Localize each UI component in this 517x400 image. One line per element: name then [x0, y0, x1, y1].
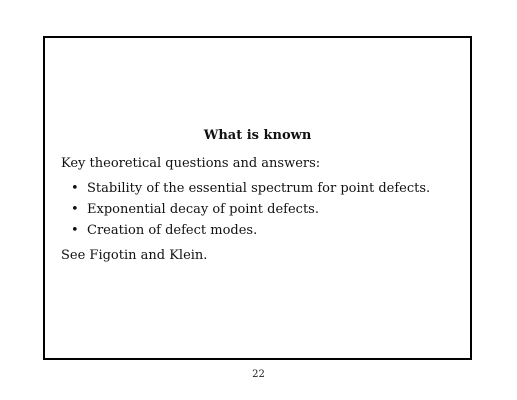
bullet-text: Exponential decay of point defects.: [87, 202, 319, 217]
reference-text: See Figotin and Klein.: [61, 248, 208, 263]
bullet-icon: •: [71, 223, 79, 238]
slide-frame: [43, 36, 472, 360]
bullet-text: Creation of defect modes.: [87, 223, 258, 238]
bullet-icon: •: [71, 181, 79, 196]
bullet-icon: •: [71, 202, 79, 217]
bullet-text: Stability of the essential spectrum for point defects.: [87, 181, 431, 196]
list-item: [71, 223, 470, 238]
bullet-list: [45, 181, 470, 238]
list-item: [71, 181, 470, 196]
page-number: 22: [252, 369, 265, 380]
intro-text: Key theoretical questions and answers:: [61, 156, 321, 171]
slide-content: [45, 128, 470, 263]
slide-title: What is known: [203, 128, 312, 143]
list-item: [71, 202, 470, 217]
